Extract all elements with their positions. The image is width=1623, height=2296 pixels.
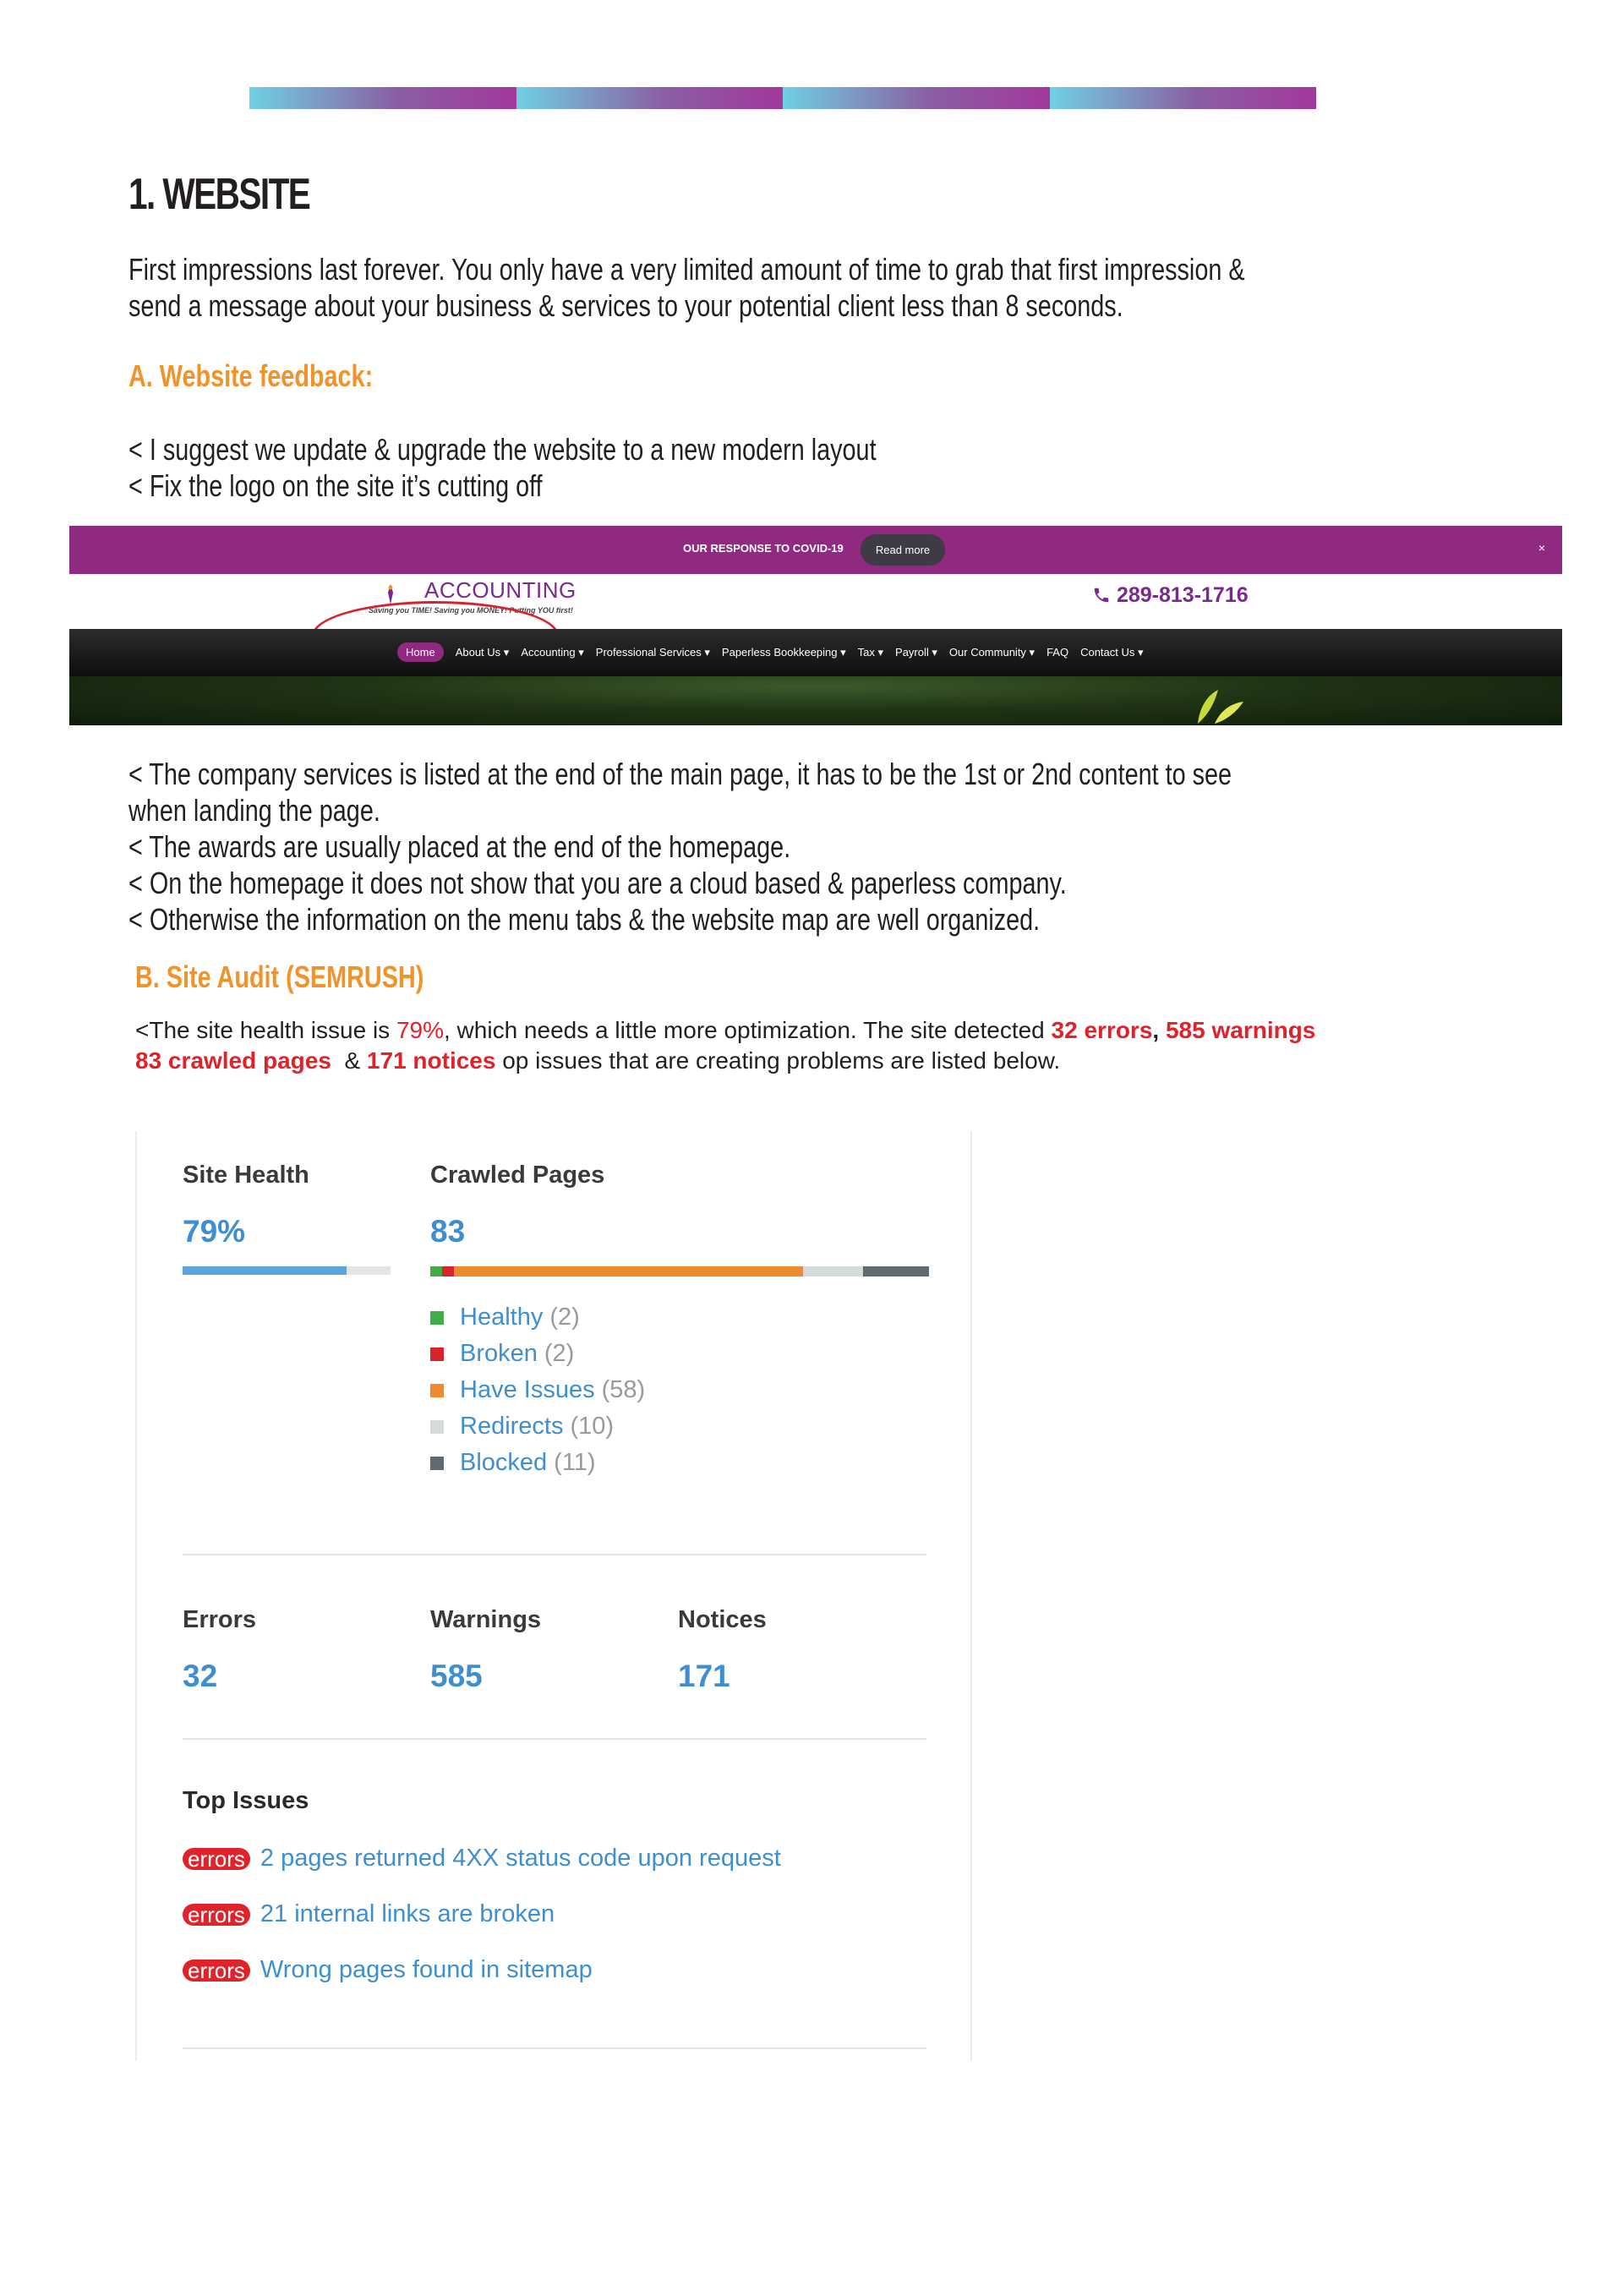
warnings-label: Warnings [430,1606,542,1633]
legend-label[interactable]: Redirects [460,1413,564,1440]
crawled-bar-segment [803,1266,863,1276]
nav-professional-services[interactable]: Professional Services ▾ [595,645,710,659]
nav-contact-us[interactable]: Contact Us ▾ [1080,645,1144,659]
legend-item[interactable] [430,1340,645,1368]
site-health-bar [183,1266,391,1275]
legend-swatch [430,1384,444,1397]
legend-swatch [430,1420,444,1434]
legend-count: (2) [549,1304,580,1331]
summary-warnings: 585 warnings [1165,1017,1316,1043]
summary-text: <The site health issue is [135,1017,396,1043]
gradient-segment [1050,87,1317,109]
top-issue-link[interactable]: 21 internal links are broken [260,1900,555,1927]
errors-badge: errors [183,1904,250,1926]
intro-line-1: First impressions last forever. You only have a very limited amount of time to grab that first impression & [128,252,1245,287]
errors-label: Errors [183,1606,257,1633]
site-logo-tagline: Saving you TIME! Saving you MONEY! Putting YOU first! [369,606,573,615]
top-issue-link[interactable]: Wrong pages found in sitemap [260,1956,593,1983]
errors-badge: errors [183,1848,250,1870]
crawled-pages-bar [430,1266,929,1276]
website-screenshot [69,526,1562,725]
site-audit-panel [135,1131,972,2061]
feedback-point: < I suggest we update & upgrade the website to a new modern layout [128,432,877,467]
nav-faq[interactable]: FAQ [1046,646,1069,659]
nav-payroll[interactable]: Payroll ▾ [895,645,937,659]
audit-summary-line-2 [135,1047,1060,1074]
feedback-point: < Fix the logo on the site it’s cutting off [128,468,543,503]
divider [183,1738,926,1740]
site-phone[interactable] [1092,583,1249,608]
legend-item[interactable] [430,1304,645,1331]
section-b-title: B. Site Audit (SEMRUSH) [135,959,424,994]
close-icon[interactable]: × [1538,541,1545,555]
gradient-segment [249,87,516,109]
summary-text: , [1152,1017,1166,1043]
feedback-point: < The awards are usually placed at the end of the homepage. [128,829,791,864]
top-issue-link[interactable]: 2 pages returned 4XX status code upon request [260,1845,781,1872]
feedback-point: when landing the page. [128,793,380,828]
legend-item[interactable] [430,1449,645,1477]
logo-icon [384,584,397,604]
summary-notices: 171 notices [366,1047,496,1074]
site-phone-number: 289-813-1716 [1116,583,1249,607]
site-health-label: Site Health [183,1162,309,1189]
errors-badge: errors [183,1960,250,1982]
crawled-pages-label: Crawled Pages [430,1162,605,1189]
covid-banner-text: OUR RESPONSE TO COVID-19 [683,542,844,555]
summary-text: op issues that are creating problems are listed below. [495,1047,1061,1074]
crawled-pages-legend [430,1304,645,1477]
header-gradient-bar [249,87,1316,109]
nav-tax[interactable]: Tax ▾ [857,645,884,659]
crawled-bar-segment [442,1266,454,1276]
site-nav [69,629,1562,676]
top-issue-row[interactable] [183,1956,593,1984]
nav-our-community[interactable]: Our Community ▾ [948,645,1036,659]
crawled-bar-segment [454,1266,802,1276]
legend-label[interactable]: Healthy [460,1304,544,1331]
legend-count: (11) [554,1449,596,1476]
top-issues-label: Top Issues [183,1787,309,1814]
phone-icon [1092,586,1111,604]
warnings-value[interactable]: 585 [430,1659,483,1693]
read-more-button[interactable]: Read more [861,534,945,566]
legend-count: (2) [544,1340,575,1367]
feedback-point: < On the homepage it does not show that you are a cloud based & paperless company. [128,866,1067,900]
legend-swatch [430,1348,444,1361]
notices-value[interactable]: 171 [678,1659,730,1693]
site-logo-text[interactable]: ACCOUNTING [424,577,577,603]
legend-count: (58) [601,1376,646,1403]
crawled-bar-segment [430,1266,442,1276]
legend-count: (10) [570,1413,615,1440]
nav-paperless-bookkeeping[interactable]: Paperless Bookkeeping ▾ [721,645,846,659]
nav-about-us[interactable]: About Us ▾ [455,645,510,659]
legend-label[interactable]: Broken [460,1340,538,1367]
divider [183,2047,926,2049]
legend-item[interactable] [430,1413,645,1440]
legend-label[interactable]: Have Issues [460,1376,595,1403]
nav-accounting[interactable]: Accounting ▾ [521,645,584,659]
site-header [69,574,1562,629]
feedback-point: < Otherwise the information on the menu tabs & the website map are well organized. [128,902,1041,937]
divider [183,1554,926,1555]
leaf-icon [1189,683,1249,725]
top-issue-row[interactable] [183,1900,555,1928]
audit-summary-line-1 [135,1017,1315,1044]
summary-text: & [331,1047,367,1074]
gradient-segment [783,87,1050,109]
top-issue-row[interactable] [183,1845,781,1872]
site-health-bar-fill [183,1266,347,1275]
legend-swatch [430,1457,444,1470]
legend-item[interactable] [430,1376,645,1404]
nav-home[interactable]: Home [397,642,444,662]
summary-text: , which needs a little more optimization. The site detected [444,1017,1052,1043]
gradient-segment [516,87,784,109]
legend-swatch [430,1311,444,1325]
page-title: 1. WEBSITE [128,170,310,219]
site-health-value: 79% [183,1214,246,1249]
site-hero-image [69,676,1562,725]
notices-label: Notices [678,1606,767,1633]
crawled-bar-segment [863,1266,929,1276]
legend-label[interactable]: Blocked [460,1449,548,1476]
section-a-title: A. Website feedback: [128,358,374,393]
crawled-pages-value[interactable]: 83 [430,1214,466,1249]
intro-line-2: send a message about your business & services to your potential client less than 8 seconds. [128,288,1123,323]
summary-crawled-pages: 83 crawled pages [135,1047,331,1074]
errors-value[interactable]: 32 [183,1659,218,1693]
summary-health-pct: 79% [396,1017,444,1043]
summary-errors: 32 errors [1051,1017,1153,1043]
covid-banner [69,526,1562,574]
feedback-point: < The company services is listed at the end of the main page, it has to be the 1st or 2nd content to see [128,757,1232,791]
